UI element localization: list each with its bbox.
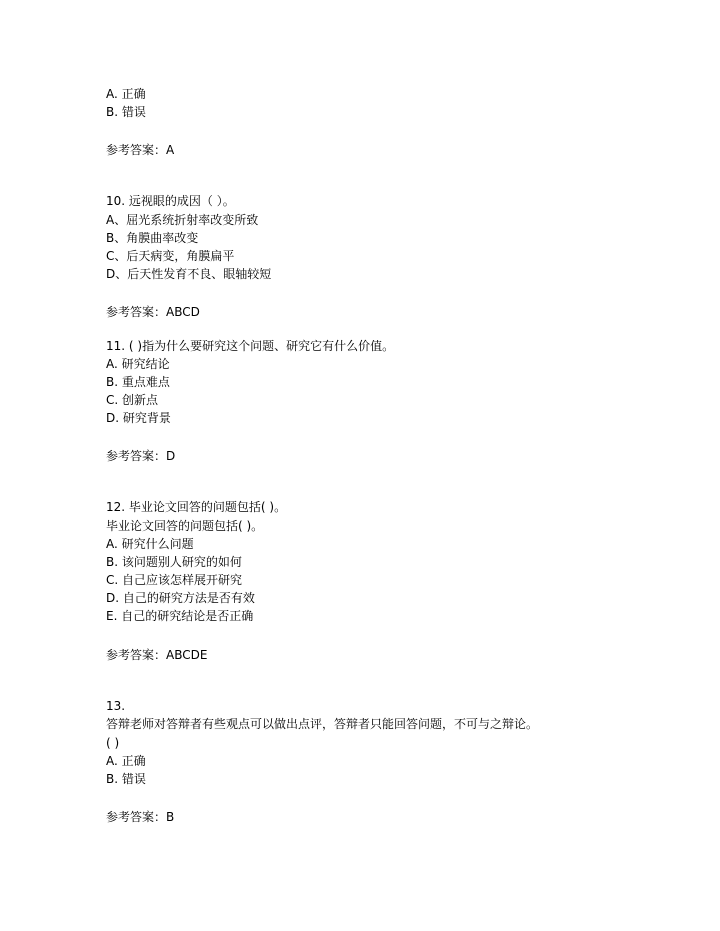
q12-option-e: E. 自己的研究结论是否正确 xyxy=(106,609,254,623)
q11-option-d: D. 研究背景 xyxy=(106,411,171,425)
q12-answer: 参考答案：ABCDE xyxy=(106,648,208,662)
q12-stem-repeat: 毕业论文回答的问题包括( )。 xyxy=(106,519,264,533)
q12-option-b: B. 该问题别人研究的如何 xyxy=(106,555,242,569)
q13-paren: ( ) xyxy=(106,736,120,750)
q12-option-a: A. 研究什么问题 xyxy=(106,537,194,551)
q11-option-c: C. 创新点 xyxy=(106,393,159,407)
q13-option-b: B. 错误 xyxy=(106,772,146,786)
q10-answer: 参考答案：ABCD xyxy=(106,305,200,319)
q13-answer: 参考答案：B xyxy=(106,810,175,824)
q11-answer: 参考答案：D xyxy=(106,449,176,463)
q10-option-d: D、后天性发育不良、眼轴较短 xyxy=(106,267,272,281)
q10-option-c: C、后天病变，角膜扁平 xyxy=(106,249,235,263)
q12-option-d: D. 自己的研究方法是否有效 xyxy=(106,591,255,605)
q13-stem: 答辩老师对答辩者有些观点可以做出点评，答辩者只能回答问题，不可与之辩论。 xyxy=(106,717,539,731)
q13-option-a: A. 正确 xyxy=(106,754,146,768)
q10-option-b: B、角膜曲率改变 xyxy=(106,231,199,245)
q11-stem: 11. ( )指为什么要研究这个问题、研究它有什么价值。 xyxy=(106,339,395,353)
q9-answer: 参考答案：A xyxy=(106,143,175,157)
q10-stem: 10. 远视眼的成因（ ）。 xyxy=(106,194,235,208)
q13-number: 13. xyxy=(106,699,126,713)
q9-option-b: B. 错误 xyxy=(106,105,146,119)
q12-option-c: C. 自己应该怎样展开研究 xyxy=(106,573,243,587)
q9-option-a: A. 正确 xyxy=(106,87,146,101)
q10-option-a: A、屈光系统折射率改变所致 xyxy=(106,213,259,227)
q11-option-b: B. 重点难点 xyxy=(106,375,170,389)
q11-option-a: A. 研究结论 xyxy=(106,357,170,371)
q12-stem: 12. 毕业论文回答的问题包括( )。 xyxy=(106,500,287,514)
